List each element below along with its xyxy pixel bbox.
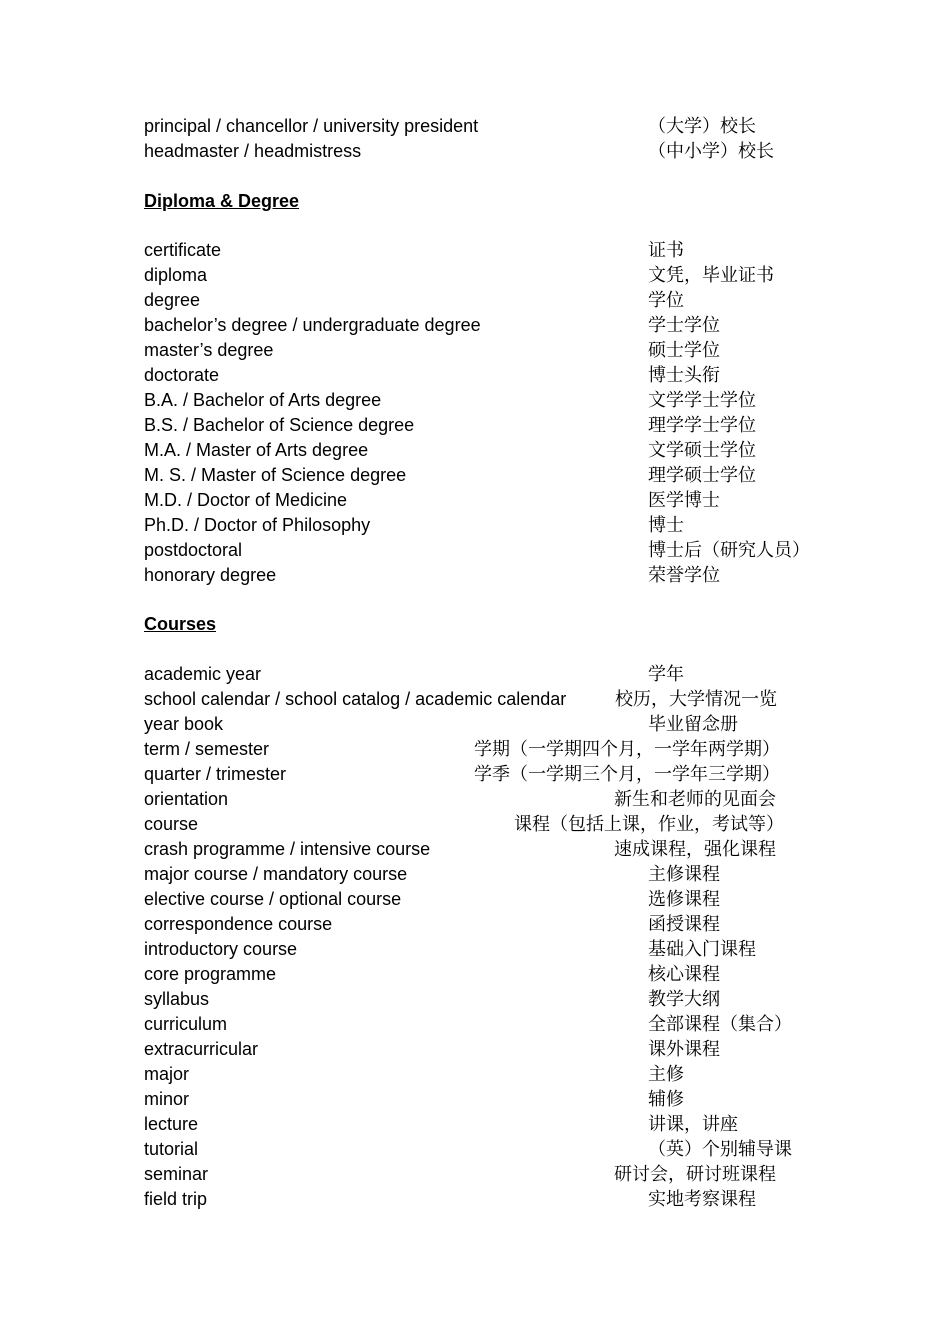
- term-chinese: （英）个别辅导课: [648, 1139, 792, 1160]
- term-english: major course / mandatory course: [144, 864, 408, 884]
- term-row: [144, 338, 824, 363]
- term-row: [144, 887, 824, 912]
- term-chinese: （大学）校长: [648, 116, 756, 137]
- term-english: elective course / optional course: [144, 889, 402, 909]
- term-row: [144, 837, 824, 862]
- term-chinese: 毕业留念册: [648, 714, 738, 735]
- term-row: [144, 987, 824, 1012]
- term-row: [144, 1137, 824, 1162]
- term-chinese: 讲课，讲座: [648, 1114, 738, 1135]
- term-chinese: 学位: [648, 290, 684, 311]
- term-english: B.S. / Bachelor of Science degree: [144, 415, 415, 435]
- term-row: [144, 388, 824, 413]
- term-english: syllabus: [144, 989, 210, 1009]
- term-english: lecture: [144, 1114, 199, 1134]
- section-heading-courses: Courses: [144, 614, 217, 634]
- term-chinese: 学季（一学期三个月，一学年三学期）: [474, 764, 780, 785]
- term-english: curriculum: [144, 1014, 228, 1034]
- term-english: core programme: [144, 964, 277, 984]
- term-english: field trip: [144, 1189, 208, 1209]
- term-row: [144, 1112, 824, 1137]
- term-row: [144, 687, 824, 712]
- term-chinese: 校历，大学情况一览: [615, 689, 777, 710]
- term-row: [144, 1062, 824, 1087]
- term-row: [144, 762, 824, 787]
- term-chinese: 学期（一学期四个月，一学年两学期）: [474, 739, 780, 760]
- term-chinese: 博士: [648, 515, 684, 536]
- term-chinese: 文学学士学位: [648, 390, 756, 411]
- term-english: headmaster / headmistress: [144, 141, 362, 161]
- term-chinese: 学士学位: [648, 315, 720, 336]
- term-row: [144, 513, 824, 538]
- term-row: [144, 787, 824, 812]
- term-row: [144, 1187, 824, 1212]
- term-chinese: 主修课程: [648, 864, 720, 885]
- term-chinese: 课程（包括上课，作业，考试等）: [514, 814, 784, 835]
- term-english: bachelor’s degree / undergraduate degree: [144, 315, 481, 335]
- term-row: [144, 438, 824, 463]
- term-row: [144, 1087, 824, 1112]
- term-english: introductory course: [144, 939, 298, 959]
- term-chinese: （中小学）校长: [648, 141, 774, 162]
- section-heading-diploma: Diploma & Degree: [144, 191, 300, 211]
- term-row: [144, 139, 824, 164]
- term-english: seminar: [144, 1164, 209, 1184]
- term-english: certificate: [144, 240, 222, 260]
- term-row: [144, 563, 824, 588]
- term-chinese: 核心课程: [648, 964, 720, 985]
- term-chinese: 理学硕士学位: [648, 465, 756, 486]
- term-english: M.A. / Master of Arts degree: [144, 440, 369, 460]
- term-english: crash programme / intensive course: [144, 839, 431, 859]
- term-english: master’s degree: [144, 340, 274, 360]
- term-english: honorary degree: [144, 565, 277, 585]
- term-english: extracurricular: [144, 1039, 259, 1059]
- term-english: correspondence course: [144, 914, 333, 934]
- term-row: [144, 263, 824, 288]
- term-chinese: 基础入门课程: [648, 939, 756, 960]
- term-row: [144, 712, 824, 737]
- term-chinese: 函授课程: [648, 914, 720, 935]
- term-chinese: 荣誉学位: [648, 565, 720, 586]
- term-row: [144, 662, 824, 687]
- term-chinese: 文学硕士学位: [648, 440, 756, 461]
- term-chinese: 理学学士学位: [648, 415, 756, 436]
- term-english: minor: [144, 1089, 190, 1109]
- term-chinese: 证书: [648, 240, 684, 261]
- term-chinese: 全部课程（集合）: [648, 1014, 792, 1035]
- term-row: [144, 288, 824, 313]
- term-chinese: 速成课程，强化课程: [614, 839, 776, 860]
- term-english: M. S. / Master of Science degree: [144, 465, 407, 485]
- term-row: [144, 363, 824, 388]
- term-english: Ph.D. / Doctor of Philosophy: [144, 515, 371, 535]
- term-row: [144, 962, 824, 987]
- term-chinese: 文凭，毕业证书: [648, 265, 774, 286]
- term-english: course: [144, 814, 199, 834]
- term-chinese: 博士后（研究人员）: [648, 540, 810, 561]
- term-chinese: 硕士学位: [648, 340, 720, 361]
- term-chinese: 博士头衔: [648, 365, 720, 386]
- term-chinese: 主修: [648, 1064, 684, 1085]
- term-row: [144, 488, 824, 513]
- term-english: principal / chancellor / university president: [144, 116, 479, 136]
- term-chinese: 课外课程: [648, 1039, 720, 1060]
- term-english: M.D. / Doctor of Medicine: [144, 490, 348, 510]
- term-english: orientation: [144, 789, 229, 809]
- term-row: [144, 1012, 824, 1037]
- term-row: [144, 812, 824, 837]
- term-chinese: 研讨会，研讨班课程: [614, 1164, 776, 1185]
- term-english: doctorate: [144, 365, 220, 385]
- term-english: B.A. / Bachelor of Arts degree: [144, 390, 382, 410]
- term-row: [144, 912, 824, 937]
- term-row: [144, 413, 824, 438]
- term-row: [144, 1037, 824, 1062]
- term-english: academic year: [144, 664, 262, 684]
- term-chinese: 医学博士: [648, 490, 720, 511]
- term-chinese: 学年: [648, 664, 684, 685]
- term-english: term / semester: [144, 739, 270, 759]
- term-row: [144, 937, 824, 962]
- term-english: tutorial: [144, 1139, 199, 1159]
- term-row: [144, 1162, 824, 1187]
- term-chinese: 教学大纲: [648, 989, 720, 1010]
- term-chinese: 实地考察课程: [648, 1189, 756, 1210]
- term-chinese: 辅修: [648, 1089, 684, 1110]
- term-row: [144, 862, 824, 887]
- term-row: [144, 238, 824, 263]
- term-english: diploma: [144, 265, 208, 285]
- term-row: [144, 114, 824, 139]
- term-row: [144, 538, 824, 563]
- term-row: [144, 463, 824, 488]
- term-english: major: [144, 1064, 190, 1084]
- term-chinese: 新生和老师的见面会: [614, 789, 776, 810]
- term-chinese: 选修课程: [648, 889, 720, 910]
- term-row: [144, 737, 824, 762]
- term-english: year book: [144, 714, 224, 734]
- term-english: quarter / trimester: [144, 764, 287, 784]
- term-row: [144, 313, 824, 338]
- term-english: degree: [144, 290, 201, 310]
- term-english: school calendar / school catalog / academic calendar: [144, 689, 567, 709]
- term-english: postdoctoral: [144, 540, 243, 560]
